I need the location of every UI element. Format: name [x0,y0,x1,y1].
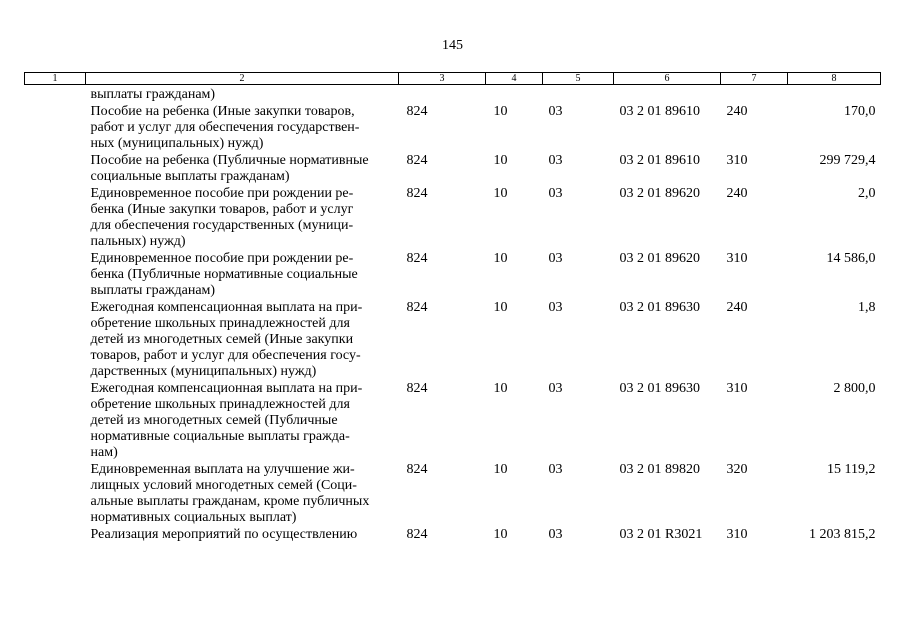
row-section: 10 [493,527,508,542]
table-row [25,461,881,526]
row-name-line: бенка (Иные закупки товаров, работ и услуг [90,202,354,217]
row-name-line: Пособие на ребенка (Публичные нормативные [90,153,369,168]
row-name-line: нормативных социальных выплат) [90,510,297,525]
row-name-line: нормативные социальные выплаты гражда- [90,429,350,444]
row-name-line: выплаты гражданам) [90,283,216,298]
budget-table [24,72,881,543]
row-subsection: 03 [548,300,563,315]
table-row [25,299,881,380]
row-name-line: нам) [90,445,118,460]
column-header: 8 [788,73,881,85]
row-subsection: 03 [548,153,563,168]
row-section: 10 [493,153,508,168]
row-name-line: дарственных (муниципальных) нужд) [90,364,317,379]
row-target-article: 03 2 01 89630 [619,300,700,315]
row-name-line: работ и услуг для обеспечения государствен- [90,120,360,135]
row-expense-type: 310 [726,381,748,396]
table-row [25,185,881,250]
row-expense-type: 310 [726,527,748,542]
row-name-line: для обеспечения государственных (муници- [90,218,354,233]
table-row [25,250,881,299]
row-name-line: альные выплаты гражданам, кроме публичных [90,494,370,509]
row-name-line: Ежегодная компенсационная выплата на при- [90,381,363,396]
row-expense-type: 240 [726,104,748,119]
row-name [86,526,399,543]
row-amount: 2 800,0 [833,381,876,396]
row-expense-type: 310 [726,153,748,168]
row-subsection: 03 [548,462,563,477]
row-name-line: товаров, работ и услуг для обеспечения госу- [90,348,361,363]
row-name-line: ных (муниципальных) нужд) [90,136,264,151]
row-section: 10 [493,104,508,119]
row-ved: 824 [406,251,428,266]
row-section: 10 [493,381,508,396]
row-amount: 2,0 [858,186,876,201]
row-section: 10 [493,462,508,477]
row-ved: 824 [406,381,428,396]
row-expense-type: 320 [726,462,748,477]
row-target-article: 03 2 01 89610 [619,104,700,119]
table-row-continuation [25,85,881,104]
row-target-article: 03 2 01 R3021 [619,527,703,542]
column-header: 3 [399,73,486,85]
row-section: 10 [493,300,508,315]
column-header: 6 [614,73,721,85]
column-number-header [25,73,881,85]
column-header: 7 [721,73,788,85]
row-ved: 824 [406,527,428,542]
row-name-line: пальных) нужд) [90,234,186,249]
row-amount: 15 119,2 [827,462,876,477]
row-target-article: 03 2 01 89820 [619,462,700,477]
row-subsection: 03 [548,527,563,542]
table-row [25,103,881,152]
row-section: 10 [493,251,508,266]
row-ved: 824 [406,300,428,315]
row-name-line: детей из многодетных семей (Публичные [90,413,338,428]
row-name-line: Единовременная выплата на улучшение жи- [90,462,355,477]
row-name-line: социальные выплаты гражданам) [90,169,290,184]
row-name-line: Реализация мероприятий по осуществлению [90,527,358,542]
table-row [25,380,881,461]
row-ved: 824 [406,462,428,477]
row-subsection: 03 [548,186,563,201]
row-section: 10 [493,186,508,201]
row-target-article: 03 2 01 89620 [619,186,700,201]
row-name-line: обретение школьных принадлежностей для [90,397,350,412]
row-ved: 824 [406,186,428,201]
row-name [86,461,399,526]
row-subsection: 03 [548,251,563,266]
row-expense-type: 310 [726,251,748,266]
row-name-line: лищных условий многодетных семей (Соци- [90,478,357,493]
row-name-line: обретение школьных принадлежностей для [90,316,350,331]
row-amount: 1,8 [858,300,876,315]
row-amount: 299 729,4 [819,153,876,168]
column-header: 2 [86,73,399,85]
row-name [86,152,399,185]
table-row [25,526,881,543]
row-target-article: 03 2 01 89610 [619,153,700,168]
page-number: 145 [442,38,463,53]
table-row [25,152,881,185]
row-target-article: 03 2 01 89620 [619,251,700,266]
row-name [86,103,399,152]
row-name [86,250,399,299]
row-subsection: 03 [548,104,563,119]
row-expense-type: 240 [726,186,748,201]
row-name [86,185,399,250]
row-name-continuation: выплаты гражданам) [90,87,216,102]
row-name-line: Единовременное пособие при рождении ре- [90,251,354,266]
row-ved: 824 [406,153,428,168]
row-name-line: бенка (Публичные нормативные социальные [90,267,358,282]
row-name [86,380,399,461]
column-header: 1 [25,73,86,85]
row-expense-type: 240 [726,300,748,315]
row-name [86,299,399,380]
row-name-line: детей из многодетных семей (Иные закупки [90,332,354,347]
row-target-article: 03 2 01 89630 [619,381,700,396]
row-amount: 14 586,0 [826,251,876,266]
row-amount: 170,0 [844,104,876,119]
row-name-line: Ежегодная компенсационная выплата на при- [90,300,363,315]
row-amount: 1 203 815,2 [809,527,876,542]
row-ved: 824 [406,104,428,119]
row-name-line: Единовременное пособие при рождении ре- [90,186,354,201]
column-header: 4 [486,73,543,85]
column-header: 5 [543,73,614,85]
row-subsection: 03 [548,381,563,396]
row-name-line: Пособие на ребенка (Иные закупки товаров, [90,104,355,119]
